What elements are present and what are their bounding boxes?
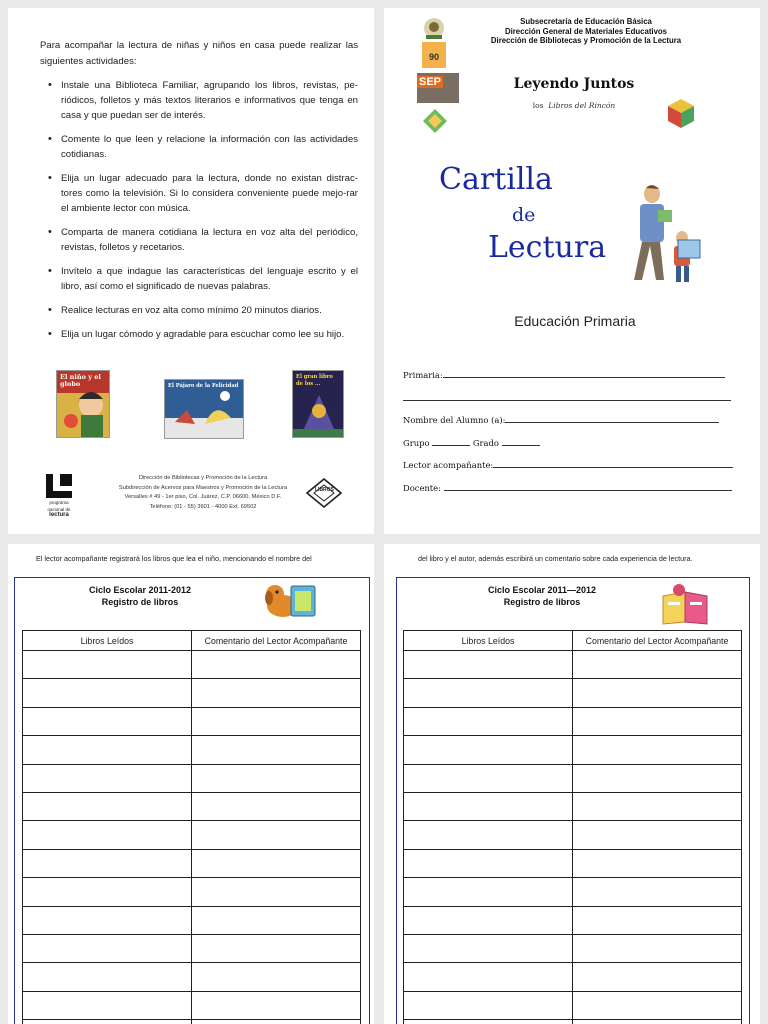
grado-field[interactable] (502, 438, 540, 446)
comment-cell[interactable] (573, 821, 742, 849)
reading-log-page-left (8, 544, 374, 1024)
book-cell[interactable] (23, 764, 192, 792)
libros-rincon-logo-mark (306, 478, 342, 508)
book-cell[interactable] (23, 679, 192, 707)
title-lectura: Lectura (488, 230, 607, 265)
comment-cell[interactable] (192, 736, 361, 764)
table-row (404, 764, 742, 792)
intro-text: Para acompañar la lectura de niñas y niños en casa puede realizar las siguientes actividades: (40, 40, 358, 67)
table-row (404, 934, 742, 962)
table-row (404, 1020, 742, 1024)
front-cover-page (384, 8, 760, 534)
lector-row (403, 454, 743, 477)
table-row (23, 934, 361, 962)
book-cell[interactable] (404, 906, 573, 934)
comment-cell[interactable] (573, 878, 742, 906)
programa-nacional-lectura-logo (44, 474, 74, 518)
comment-cell[interactable] (573, 651, 742, 679)
reading-log-table (22, 630, 361, 1024)
book-cover-2 (164, 379, 244, 439)
leyendo-juntos-title: Leyendo Juntos (513, 76, 635, 92)
student-info-form (403, 364, 743, 499)
sep-logo-label: SEP (418, 76, 441, 88)
comment-cell[interactable] (573, 906, 742, 934)
programa-logo-label-2: nacional de (47, 507, 71, 512)
book-cell[interactable] (23, 1020, 192, 1024)
book-cell[interactable] (404, 707, 573, 735)
book-cell[interactable] (404, 963, 573, 991)
table-row (404, 707, 742, 735)
primaria-field[interactable] (443, 370, 725, 378)
table-row (404, 906, 742, 934)
book-cell[interactable] (404, 821, 573, 849)
comment-cell[interactable] (192, 906, 361, 934)
table-header-row (23, 631, 361, 651)
sep-logo (417, 73, 459, 103)
comment-cell[interactable] (192, 991, 361, 1019)
comment-cell[interactable] (192, 1020, 361, 1024)
nombre-label: Nombre del Alumno (a): (403, 415, 506, 425)
table-row (23, 679, 361, 707)
back-cover-page (8, 8, 374, 534)
activities-list (48, 78, 358, 350)
companion-comment-header: Comentario del Lector Acompañante (573, 631, 742, 651)
diamond-emblem-icon (422, 108, 448, 134)
title-de: de (512, 204, 536, 226)
activity-item: • Comente lo que leen y relacione la información con las actividades cotidianas. (48, 132, 358, 162)
school-year-heading (457, 584, 627, 608)
book-cover-3-title: El gran libro de los ... (296, 374, 333, 387)
book-cell[interactable] (23, 849, 192, 877)
book-cell[interactable] (23, 991, 192, 1019)
table-row (23, 821, 361, 849)
book-cell[interactable] (23, 792, 192, 820)
primaria-label: Primaria: (403, 370, 443, 380)
table-row (23, 651, 361, 679)
programa-logo-label-1: programa (49, 500, 69, 505)
book-cell[interactable] (404, 878, 573, 906)
nombre-row (403, 409, 743, 432)
book-cell[interactable] (23, 736, 192, 764)
book-cell[interactable] (404, 1020, 573, 1024)
child-reading-illustration (659, 582, 711, 626)
book-cover-1 (56, 370, 110, 438)
reading-adult-child-illustration (624, 180, 708, 288)
book-cover-1-title: El niño y el globo (60, 373, 101, 388)
libros-logo-label: LIBROS (315, 487, 334, 493)
comment-cell[interactable] (573, 991, 742, 1019)
table-row (404, 991, 742, 1019)
comment-cell[interactable] (573, 764, 742, 792)
instructions-caption-continued: del libro y el autor, además escribirá un comentario sobre cada experiencia de lectura. (418, 554, 693, 563)
table-row (23, 849, 361, 877)
table-row (23, 1020, 361, 1024)
book-cell[interactable] (404, 849, 573, 877)
comment-cell[interactable] (573, 849, 742, 877)
title-cartilla: Cartilla (439, 162, 553, 197)
comment-cell[interactable] (573, 1020, 742, 1024)
reading-log-body (404, 651, 742, 1024)
comment-cell[interactable] (192, 934, 361, 962)
table-row (404, 792, 742, 820)
book-cover-3 (292, 370, 344, 438)
comment-cell[interactable] (573, 963, 742, 991)
programa-logo-label-3: lectura (49, 512, 69, 518)
eagle-seal-icon (422, 16, 446, 40)
school-year-heading (55, 584, 225, 608)
education-level-label: Educación Primaria (514, 313, 636, 329)
table-row (23, 707, 361, 735)
address-line: Versalles # 49 - 1er piso, Col. Juárez, C.P. 06600, México D.F. (124, 494, 282, 500)
activity-item: • Elija un lugar cómodo y agradable para escuchar como lee su hijo. (48, 327, 358, 342)
reading-log-frame (14, 577, 370, 1024)
comment-cell[interactable] (192, 707, 361, 735)
grupo-field[interactable] (432, 438, 470, 446)
rincon-italic: Libros del Rincón (548, 101, 616, 110)
table-row (23, 792, 361, 820)
table-row (404, 679, 742, 707)
comment-cell[interactable] (192, 878, 361, 906)
address-line: Subdirección de Acervos para Maestros y Promoción de la Lectura (118, 484, 288, 491)
header-line: Subsecretaría de Educación Básica (520, 17, 652, 26)
docente-row (403, 477, 743, 500)
book-cell[interactable] (404, 934, 573, 962)
primaria-field-continued[interactable] (403, 393, 731, 401)
book-cell[interactable] (404, 991, 573, 1019)
table-row (23, 878, 361, 906)
comment-cell[interactable] (573, 736, 742, 764)
libros-rincon-subtitle (484, 101, 664, 110)
header-line: Dirección de Bibliotecas y Promoción de la Lectura (490, 36, 682, 46)
programa-logo-mark (46, 474, 72, 498)
anniversary-logo (422, 42, 446, 68)
book-cover-2-title: El Pájaro de la Felicidad (168, 383, 239, 389)
address-block (78, 474, 328, 512)
people-reading-icon (624, 180, 708, 288)
institution-header (466, 17, 706, 46)
rincon-prefix: los (532, 101, 544, 110)
libros-rincon-logo (306, 478, 342, 508)
book-cell[interactable] (23, 906, 192, 934)
book-cell[interactable] (23, 963, 192, 991)
book-cell[interactable] (23, 934, 192, 962)
book-cell[interactable] (404, 764, 573, 792)
table-row (23, 963, 361, 991)
school-year-label: Ciclo Escolar 2011-2012 (88, 585, 192, 595)
comment-cell[interactable] (573, 679, 742, 707)
companion-comment-header: Comentario del Lector Acompañante (192, 631, 361, 651)
open-book-icon (659, 582, 711, 626)
book-cell[interactable] (23, 651, 192, 679)
activity-item: • Comparta de manera cotidiana la lectura en voz alta del periódico, revistas, folletos y recetarios. (48, 225, 358, 255)
escuela-logo (422, 108, 448, 134)
table-row (404, 849, 742, 877)
address-line: Teléfono: (01 - 55) 3601 - 4000 Ext. 69502 (149, 503, 257, 510)
anniversary-number: 90 (428, 52, 439, 62)
comment-cell[interactable] (192, 849, 361, 877)
activity-item: • Realice lecturas en voz alta como mínimo 20 minutos diarios. (48, 303, 358, 318)
dog-reading-illustration (261, 580, 321, 624)
comment-cell[interactable] (192, 963, 361, 991)
reading-log-body (23, 651, 361, 1024)
book-cell[interactable] (404, 651, 573, 679)
books-read-header: Libros Leídos (404, 631, 573, 651)
letter-blocks-icon (664, 96, 698, 130)
reading-log-title: Registro de libros (101, 597, 179, 607)
lector-label: Lector acompañante: (403, 460, 494, 470)
book-cell[interactable] (404, 792, 573, 820)
comment-cell[interactable] (192, 764, 361, 792)
comment-cell[interactable] (192, 821, 361, 849)
table-row (404, 651, 742, 679)
header-line: Dirección General de Materiales Educativos (504, 26, 668, 36)
table-row (23, 764, 361, 792)
school-year-label: Ciclo Escolar 2011—2012 (487, 585, 597, 595)
reading-log-page-right (384, 544, 760, 1024)
dog-reading-icon (261, 580, 321, 624)
reading-log-table (403, 630, 742, 1024)
activity-item: • Elija un lugar adecuado para la lectura, donde no existan distrac-tores como la televisión. Si lo considera conveniente puede mejo-rar el ambiente lector con música. (48, 171, 358, 217)
books-read-header: Libros Leídos (23, 631, 192, 651)
mexico-seal-logo (422, 16, 446, 40)
book-cell[interactable] (23, 707, 192, 735)
table-row (23, 906, 361, 934)
address-line: Dirección de Bibliotecas y Promoción de la Lectura (138, 475, 268, 481)
activity-item: • Instale una Biblioteca Familiar, agrupando los libros, revistas, pe-riódicos, folletos y más textos literarios e informativos que tenga en casa y que puedan ser de interés. (48, 78, 358, 124)
activity-item: • Invítelo a que indague las características del lenguaje escrito y el libro, así como el significado de nuevas palabras. (48, 264, 358, 294)
table-row (23, 736, 361, 764)
grado-label: Grado (472, 437, 499, 448)
comment-cell[interactable] (573, 792, 742, 820)
cube-blocks-icon (664, 96, 698, 130)
docente-label: Docente: (403, 482, 441, 493)
comment-cell[interactable] (192, 792, 361, 820)
grupo-label: Grupo (403, 437, 430, 448)
comment-cell[interactable] (573, 934, 742, 962)
comment-cell[interactable] (192, 679, 361, 707)
primaria-continuation-row (403, 387, 743, 410)
comment-cell[interactable] (192, 651, 361, 679)
table-header-row (404, 631, 742, 651)
book-cell[interactable] (404, 736, 573, 764)
primaria-row (403, 364, 743, 387)
book-cell[interactable] (23, 821, 192, 849)
reading-log-frame (396, 577, 750, 1024)
reading-log-title: Registro de libros (503, 597, 581, 607)
instructions-caption: El lector acompañante registrará los libros que lea el niño, mencionando el nombre del (36, 554, 312, 563)
table-row (404, 821, 742, 849)
comment-cell[interactable] (573, 707, 742, 735)
table-row (404, 878, 742, 906)
book-cell[interactable] (23, 878, 192, 906)
nombre-field[interactable] (505, 415, 719, 423)
grupo-grado-row (403, 432, 743, 455)
table-row (404, 963, 742, 991)
docente-field[interactable] (444, 483, 732, 491)
table-row (23, 991, 361, 1019)
lector-field[interactable] (493, 460, 733, 468)
book-cell[interactable] (404, 679, 573, 707)
table-row (404, 736, 742, 764)
